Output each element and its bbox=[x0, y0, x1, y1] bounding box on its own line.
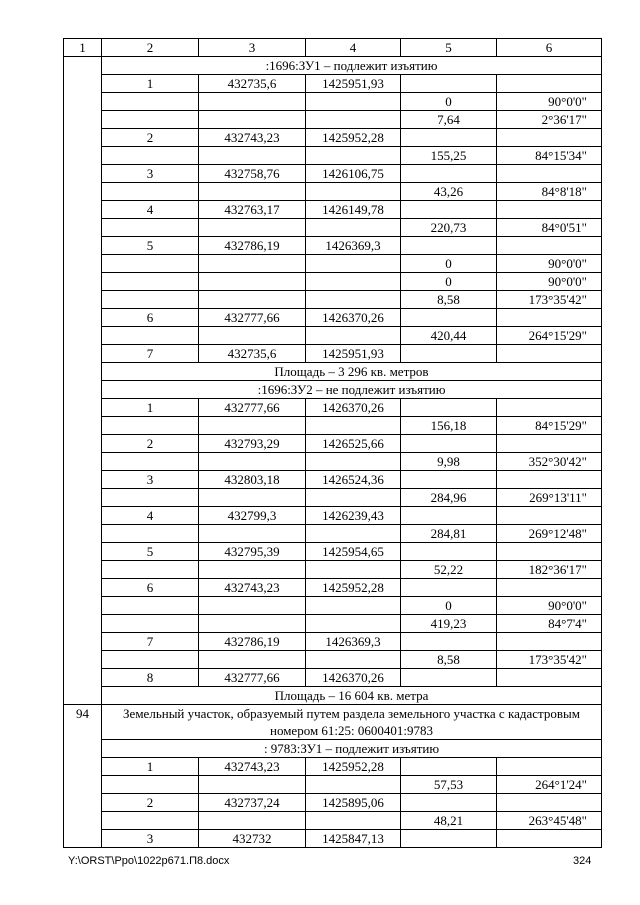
x-coordinate-cell bbox=[199, 776, 306, 794]
length-cell bbox=[401, 399, 497, 417]
table-row bbox=[64, 615, 602, 633]
angle-cell bbox=[497, 237, 602, 255]
y-coordinate-cell bbox=[306, 597, 401, 615]
x-coordinate-cell bbox=[199, 417, 306, 435]
table-row bbox=[64, 525, 602, 543]
section-title: : 9783:ЗУ1 – подлежит изъятию bbox=[102, 740, 602, 758]
length-cell: 7,64 bbox=[401, 111, 497, 129]
length-cell bbox=[401, 633, 497, 651]
point-number-cell bbox=[102, 776, 199, 794]
point-number-cell: 7 bbox=[102, 345, 199, 363]
point-number-cell bbox=[102, 183, 199, 201]
x-coordinate-cell bbox=[199, 219, 306, 237]
x-coordinate-cell: 432763,17 bbox=[199, 201, 306, 219]
table-row bbox=[64, 345, 602, 363]
angle-cell: 84°8'18" bbox=[497, 183, 602, 201]
y-coordinate-cell: 1425952,28 bbox=[306, 758, 401, 776]
y-coordinate-cell bbox=[306, 651, 401, 669]
y-coordinate-cell bbox=[306, 93, 401, 111]
header-cell-2: 2 bbox=[102, 39, 199, 57]
x-coordinate-cell: 432777,66 bbox=[199, 669, 306, 687]
table-row bbox=[64, 669, 602, 687]
point-number-cell bbox=[102, 291, 199, 309]
length-cell: 43,26 bbox=[401, 183, 497, 201]
table-row bbox=[64, 830, 602, 848]
length-cell bbox=[401, 201, 497, 219]
x-coordinate-cell: 432786,19 bbox=[199, 237, 306, 255]
header-cell-4: 4 bbox=[306, 39, 401, 57]
length-cell: 0 bbox=[401, 273, 497, 291]
area-text: Площадь – 16 604 кв. метра bbox=[102, 687, 602, 705]
footer-page-number: 324 bbox=[573, 855, 592, 867]
x-coordinate-cell bbox=[199, 273, 306, 291]
x-coordinate-cell: 432735,6 bbox=[199, 345, 306, 363]
angle-cell: 90°0'0" bbox=[497, 597, 602, 615]
y-coordinate-cell: 1426524,36 bbox=[306, 471, 401, 489]
y-coordinate-cell: 1426239,43 bbox=[306, 507, 401, 525]
x-coordinate-cell bbox=[199, 812, 306, 830]
point-number-cell: 1 bbox=[102, 75, 199, 93]
table-row bbox=[64, 471, 602, 489]
y-coordinate-cell bbox=[306, 776, 401, 794]
angle-cell bbox=[497, 201, 602, 219]
y-coordinate-cell: 1425954,65 bbox=[306, 543, 401, 561]
table-row bbox=[64, 758, 602, 776]
x-coordinate-cell bbox=[199, 525, 306, 543]
x-coordinate-cell: 432758,76 bbox=[199, 165, 306, 183]
y-coordinate-cell: 1426370,26 bbox=[306, 399, 401, 417]
length-cell bbox=[401, 237, 497, 255]
table-row bbox=[64, 651, 602, 669]
x-coordinate-cell: 432799,3 bbox=[199, 507, 306, 525]
y-coordinate-cell bbox=[306, 417, 401, 435]
y-coordinate-cell bbox=[306, 273, 401, 291]
x-coordinate-cell bbox=[199, 255, 306, 273]
y-coordinate-cell bbox=[306, 525, 401, 543]
header-cell-6: 6 bbox=[497, 39, 602, 57]
angle-cell: 269°13'11" bbox=[497, 489, 602, 507]
table-row bbox=[64, 561, 602, 579]
length-cell: 57,53 bbox=[401, 776, 497, 794]
angle-cell bbox=[497, 794, 602, 812]
length-cell bbox=[401, 543, 497, 561]
length-cell: 419,23 bbox=[401, 615, 497, 633]
length-cell: 284,96 bbox=[401, 489, 497, 507]
table-row bbox=[64, 147, 602, 165]
coordinates-table bbox=[63, 38, 602, 848]
y-coordinate-cell: 1425895,06 bbox=[306, 794, 401, 812]
table-row bbox=[64, 273, 602, 291]
x-coordinate-cell: 432777,66 bbox=[199, 399, 306, 417]
y-coordinate-cell bbox=[306, 291, 401, 309]
point-number-cell bbox=[102, 453, 199, 471]
table-row bbox=[64, 489, 602, 507]
table-row bbox=[64, 633, 602, 651]
x-coordinate-cell: 432777,66 bbox=[199, 309, 306, 327]
length-cell bbox=[401, 309, 497, 327]
x-coordinate-cell bbox=[199, 111, 306, 129]
angle-cell: 84°15'34" bbox=[497, 147, 602, 165]
x-coordinate-cell: 432743,23 bbox=[199, 758, 306, 776]
point-number-cell bbox=[102, 219, 199, 237]
table-row bbox=[64, 507, 602, 525]
table-row bbox=[64, 309, 602, 327]
length-cell bbox=[401, 669, 497, 687]
point-number-cell: 5 bbox=[102, 237, 199, 255]
table-row bbox=[64, 111, 602, 129]
length-cell bbox=[401, 830, 497, 848]
length-cell bbox=[401, 345, 497, 363]
angle-cell: 264°1'24" bbox=[497, 776, 602, 794]
angle-cell: 182°36'17" bbox=[497, 561, 602, 579]
y-coordinate-cell: 1426149,78 bbox=[306, 201, 401, 219]
x-coordinate-cell bbox=[199, 651, 306, 669]
y-coordinate-cell: 1426106,75 bbox=[306, 165, 401, 183]
point-number-cell: 3 bbox=[102, 471, 199, 489]
point-number-cell: 5 bbox=[102, 543, 199, 561]
angle-cell bbox=[497, 399, 602, 417]
entry-number-cell bbox=[64, 57, 102, 705]
section-title-row bbox=[64, 740, 602, 758]
x-coordinate-cell: 432786,19 bbox=[199, 633, 306, 651]
point-number-cell: 2 bbox=[102, 129, 199, 147]
angle-cell: 90°0'0" bbox=[497, 255, 602, 273]
angle-cell bbox=[497, 129, 602, 147]
y-coordinate-cell bbox=[306, 219, 401, 237]
length-cell: 420,44 bbox=[401, 327, 497, 345]
x-coordinate-cell bbox=[199, 453, 306, 471]
y-coordinate-cell bbox=[306, 561, 401, 579]
length-cell bbox=[401, 75, 497, 93]
table-row bbox=[64, 75, 602, 93]
y-coordinate-cell: 1425951,93 bbox=[306, 75, 401, 93]
length-cell: 0 bbox=[401, 255, 497, 273]
header-cell-5: 5 bbox=[401, 39, 497, 57]
angle-cell: 269°12'48" bbox=[497, 525, 602, 543]
point-number-cell: 6 bbox=[102, 579, 199, 597]
header-row bbox=[64, 39, 602, 57]
x-coordinate-cell: 432743,23 bbox=[199, 579, 306, 597]
area-row bbox=[64, 687, 602, 705]
length-cell bbox=[401, 758, 497, 776]
length-cell bbox=[401, 471, 497, 489]
table-row bbox=[64, 255, 602, 273]
angle-cell: 84°15'29" bbox=[497, 417, 602, 435]
table-row bbox=[64, 219, 602, 237]
length-cell bbox=[401, 794, 497, 812]
angle-cell bbox=[497, 669, 602, 687]
point-number-cell: 1 bbox=[102, 399, 199, 417]
x-coordinate-cell bbox=[199, 489, 306, 507]
entry-description-row bbox=[64, 705, 602, 740]
section-title-row bbox=[64, 381, 602, 399]
point-number-cell bbox=[102, 417, 199, 435]
x-coordinate-cell bbox=[199, 597, 306, 615]
x-coordinate-cell bbox=[199, 615, 306, 633]
length-cell: 9,98 bbox=[401, 453, 497, 471]
table-row bbox=[64, 597, 602, 615]
x-coordinate-cell: 432795,39 bbox=[199, 543, 306, 561]
y-coordinate-cell: 1425952,28 bbox=[306, 579, 401, 597]
angle-cell bbox=[497, 309, 602, 327]
y-coordinate-cell: 1426370,26 bbox=[306, 669, 401, 687]
length-cell: 8,58 bbox=[401, 291, 497, 309]
angle-cell bbox=[497, 345, 602, 363]
point-number-cell: 4 bbox=[102, 201, 199, 219]
point-number-cell bbox=[102, 489, 199, 507]
table-row bbox=[64, 183, 602, 201]
section-title-row bbox=[64, 57, 602, 75]
x-coordinate-cell bbox=[199, 93, 306, 111]
y-coordinate-cell bbox=[306, 111, 401, 129]
y-coordinate-cell: 1425952,28 bbox=[306, 129, 401, 147]
section-title: :1696:ЗУ2 – не подлежит изъятию bbox=[102, 381, 602, 399]
y-coordinate-cell bbox=[306, 255, 401, 273]
y-coordinate-cell bbox=[306, 615, 401, 633]
point-number-cell: 3 bbox=[102, 830, 199, 848]
y-coordinate-cell: 1426369,3 bbox=[306, 633, 401, 651]
length-cell: 156,18 bbox=[401, 417, 497, 435]
table-row bbox=[64, 776, 602, 794]
angle-cell bbox=[497, 830, 602, 848]
angle-cell: 264°15'29" bbox=[497, 327, 602, 345]
point-number-cell bbox=[102, 615, 199, 633]
point-number-cell bbox=[102, 812, 199, 830]
point-number-cell bbox=[102, 597, 199, 615]
length-cell: 0 bbox=[401, 597, 497, 615]
angle-cell: 2°36'17" bbox=[497, 111, 602, 129]
table-row bbox=[64, 93, 602, 111]
angle-cell bbox=[497, 543, 602, 561]
length-cell: 284,81 bbox=[401, 525, 497, 543]
entry-number-cell: 94 bbox=[64, 705, 102, 848]
angle-cell bbox=[497, 579, 602, 597]
section-title: :1696:ЗУ1 – подлежит изъятию bbox=[102, 57, 602, 75]
x-coordinate-cell: 432737,24 bbox=[199, 794, 306, 812]
length-cell: 52,22 bbox=[401, 561, 497, 579]
length-cell bbox=[401, 579, 497, 597]
x-coordinate-cell: 432803,18 bbox=[199, 471, 306, 489]
y-coordinate-cell bbox=[306, 453, 401, 471]
table-row bbox=[64, 237, 602, 255]
point-number-cell bbox=[102, 147, 199, 165]
angle-cell: 90°0'0" bbox=[497, 273, 602, 291]
length-cell bbox=[401, 165, 497, 183]
point-number-cell bbox=[102, 111, 199, 129]
angle-cell bbox=[497, 435, 602, 453]
y-coordinate-cell: 1426369,3 bbox=[306, 237, 401, 255]
length-cell: 0 bbox=[401, 93, 497, 111]
y-coordinate-cell bbox=[306, 812, 401, 830]
table-row bbox=[64, 417, 602, 435]
point-number-cell bbox=[102, 525, 199, 543]
angle-cell bbox=[497, 75, 602, 93]
table-row bbox=[64, 201, 602, 219]
angle-cell bbox=[497, 507, 602, 525]
x-coordinate-cell bbox=[199, 327, 306, 345]
y-coordinate-cell: 1426525,66 bbox=[306, 435, 401, 453]
table-row bbox=[64, 399, 602, 417]
y-coordinate-cell bbox=[306, 327, 401, 345]
x-coordinate-cell: 432735,6 bbox=[199, 75, 306, 93]
point-number-cell: 6 bbox=[102, 309, 199, 327]
table-row bbox=[64, 794, 602, 812]
angle-cell: 352°30'42" bbox=[497, 453, 602, 471]
angle-cell bbox=[497, 165, 602, 183]
y-coordinate-cell bbox=[306, 489, 401, 507]
angle-cell bbox=[497, 758, 602, 776]
y-coordinate-cell bbox=[306, 183, 401, 201]
point-number-cell: 8 bbox=[102, 669, 199, 687]
header-cell-3: 3 bbox=[199, 39, 306, 57]
point-number-cell: 4 bbox=[102, 507, 199, 525]
point-number-cell: 7 bbox=[102, 633, 199, 651]
header-cell-1: 1 bbox=[64, 39, 102, 57]
angle-cell bbox=[497, 471, 602, 489]
point-number-cell: 1 bbox=[102, 758, 199, 776]
table-row bbox=[64, 291, 602, 309]
table-row bbox=[64, 543, 602, 561]
table-row bbox=[64, 435, 602, 453]
table-row bbox=[64, 327, 602, 345]
area-text: Площадь – 3 296 кв. метров bbox=[102, 363, 602, 381]
point-number-cell bbox=[102, 327, 199, 345]
angle-cell: 173°35'42" bbox=[497, 291, 602, 309]
length-cell bbox=[401, 129, 497, 147]
length-cell: 8,58 bbox=[401, 651, 497, 669]
table-row bbox=[64, 579, 602, 597]
x-coordinate-cell: 432793,29 bbox=[199, 435, 306, 453]
point-number-cell bbox=[102, 93, 199, 111]
angle-cell: 90°0'0" bbox=[497, 93, 602, 111]
entry-description: Земельный участок, образуемый путем раздела земельного участка с кадастровым номером 61:25: 0600401:9783 bbox=[102, 705, 602, 740]
y-coordinate-cell: 1426370,26 bbox=[306, 309, 401, 327]
angle-cell: 84°7'4" bbox=[497, 615, 602, 633]
table-row bbox=[64, 129, 602, 147]
angle-cell: 173°35'42" bbox=[497, 651, 602, 669]
length-cell bbox=[401, 435, 497, 453]
x-coordinate-cell: 432743,23 bbox=[199, 129, 306, 147]
length-cell: 48,21 bbox=[401, 812, 497, 830]
length-cell: 155,25 bbox=[401, 147, 497, 165]
point-number-cell: 3 bbox=[102, 165, 199, 183]
point-number-cell bbox=[102, 273, 199, 291]
table-row bbox=[64, 812, 602, 830]
length-cell: 220,73 bbox=[401, 219, 497, 237]
point-number-cell: 2 bbox=[102, 435, 199, 453]
table-row bbox=[64, 165, 602, 183]
x-coordinate-cell bbox=[199, 291, 306, 309]
point-number-cell bbox=[102, 255, 199, 273]
y-coordinate-cell: 1425951,93 bbox=[306, 345, 401, 363]
x-coordinate-cell bbox=[199, 561, 306, 579]
angle-cell bbox=[497, 633, 602, 651]
x-coordinate-cell: 432732 bbox=[199, 830, 306, 848]
point-number-cell bbox=[102, 651, 199, 669]
angle-cell: 263°45'48" bbox=[497, 812, 602, 830]
x-coordinate-cell bbox=[199, 183, 306, 201]
point-number-cell bbox=[102, 561, 199, 579]
y-coordinate-cell: 1425847,13 bbox=[306, 830, 401, 848]
table-row bbox=[64, 453, 602, 471]
point-number-cell: 2 bbox=[102, 794, 199, 812]
x-coordinate-cell bbox=[199, 147, 306, 165]
footer-file-path: Y:\ORST\Ppo\1022p671.П8.docx bbox=[68, 855, 230, 867]
length-cell bbox=[401, 507, 497, 525]
angle-cell: 84°0'51" bbox=[497, 219, 602, 237]
y-coordinate-cell bbox=[306, 147, 401, 165]
area-row bbox=[64, 363, 602, 381]
